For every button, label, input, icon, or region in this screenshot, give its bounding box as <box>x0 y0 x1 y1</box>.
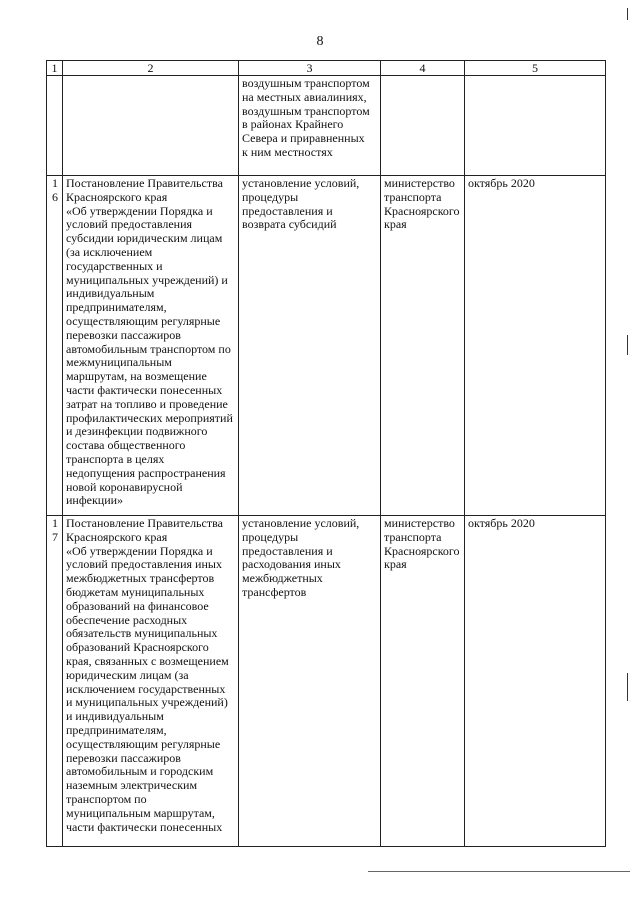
content-cell: воздушным транспортом на местных авиалиниях, воздушным транспортом в районах Крайнего Севера и приравненных к ним местностях <box>239 76 381 176</box>
column-header-1: 1 <box>47 61 63 76</box>
row-number <box>47 76 63 176</box>
page-number: 8 <box>316 34 324 49</box>
table-header-row <box>47 61 606 76</box>
document-cell: Постановление Правительства Красноярского края «Об утверждении Порядка и условий предоставления иных межбюджетных трансфертов бюджетам муниципальных образований на финансовое обеспечение расходных обязательств муниципальных образований Красноярского края, связанных с возмещением юридическим лицам (за исключением государственных и муниципальных учреждений) и индивидуальным предпринимателям, осуществляющим регулярные перевозки пассажиров автомобильным и городским наземным электрическим транспортом по муниципальным маршрутам, части фактически понесенных <box>63 516 239 847</box>
table-row <box>47 516 606 847</box>
scan-edge-mark <box>627 335 628 355</box>
column-header-5: 5 <box>465 61 606 76</box>
column-header-3: 3 <box>239 61 381 76</box>
column-header-2: 2 <box>63 61 239 76</box>
responsible-cell: министерство транспорта Красноярского края <box>381 176 465 516</box>
responsible-cell <box>381 76 465 176</box>
deadline-cell <box>465 76 606 176</box>
document-cell: Постановление Правительства Красноярского края «Об утверждении Порядка и условий предоставления субсидии юридическим лицам (за исключением государственных и муниципальных учреждений) и индивидуальным предпринимателям, осуществляющим регулярные перевозки пассажиров автомобильным транспортом по межмуниципальным маршрутам, на возмещение части фактически понесенных затрат на топливо и проведение профилактических мероприятий и дезинфекции подвижного состава общественного транспорта в целях недопущения распространения новой коронавирусной инфекции» <box>63 176 239 516</box>
deadline-cell: октябрь 2020 <box>465 176 606 516</box>
table-row <box>47 76 606 176</box>
row-number: 17 <box>47 516 63 847</box>
scan-bottom-line <box>368 871 630 872</box>
document-cell <box>63 76 239 176</box>
content-cell: установление условий, процедуры предоставления и расходования иных межбюджетных трансфертов <box>239 516 381 847</box>
scan-edge-mark <box>627 8 628 20</box>
scan-edge-mark <box>627 673 628 701</box>
row-number: 16 <box>47 176 63 516</box>
document-table <box>46 60 606 847</box>
deadline-cell: октябрь 2020 <box>465 516 606 847</box>
responsible-cell: министерство транспорта Красноярского края <box>381 516 465 847</box>
table-row <box>47 176 606 516</box>
content-cell: установление условий, процедуры предоставления и возврата субсидий <box>239 176 381 516</box>
column-header-4: 4 <box>381 61 465 76</box>
